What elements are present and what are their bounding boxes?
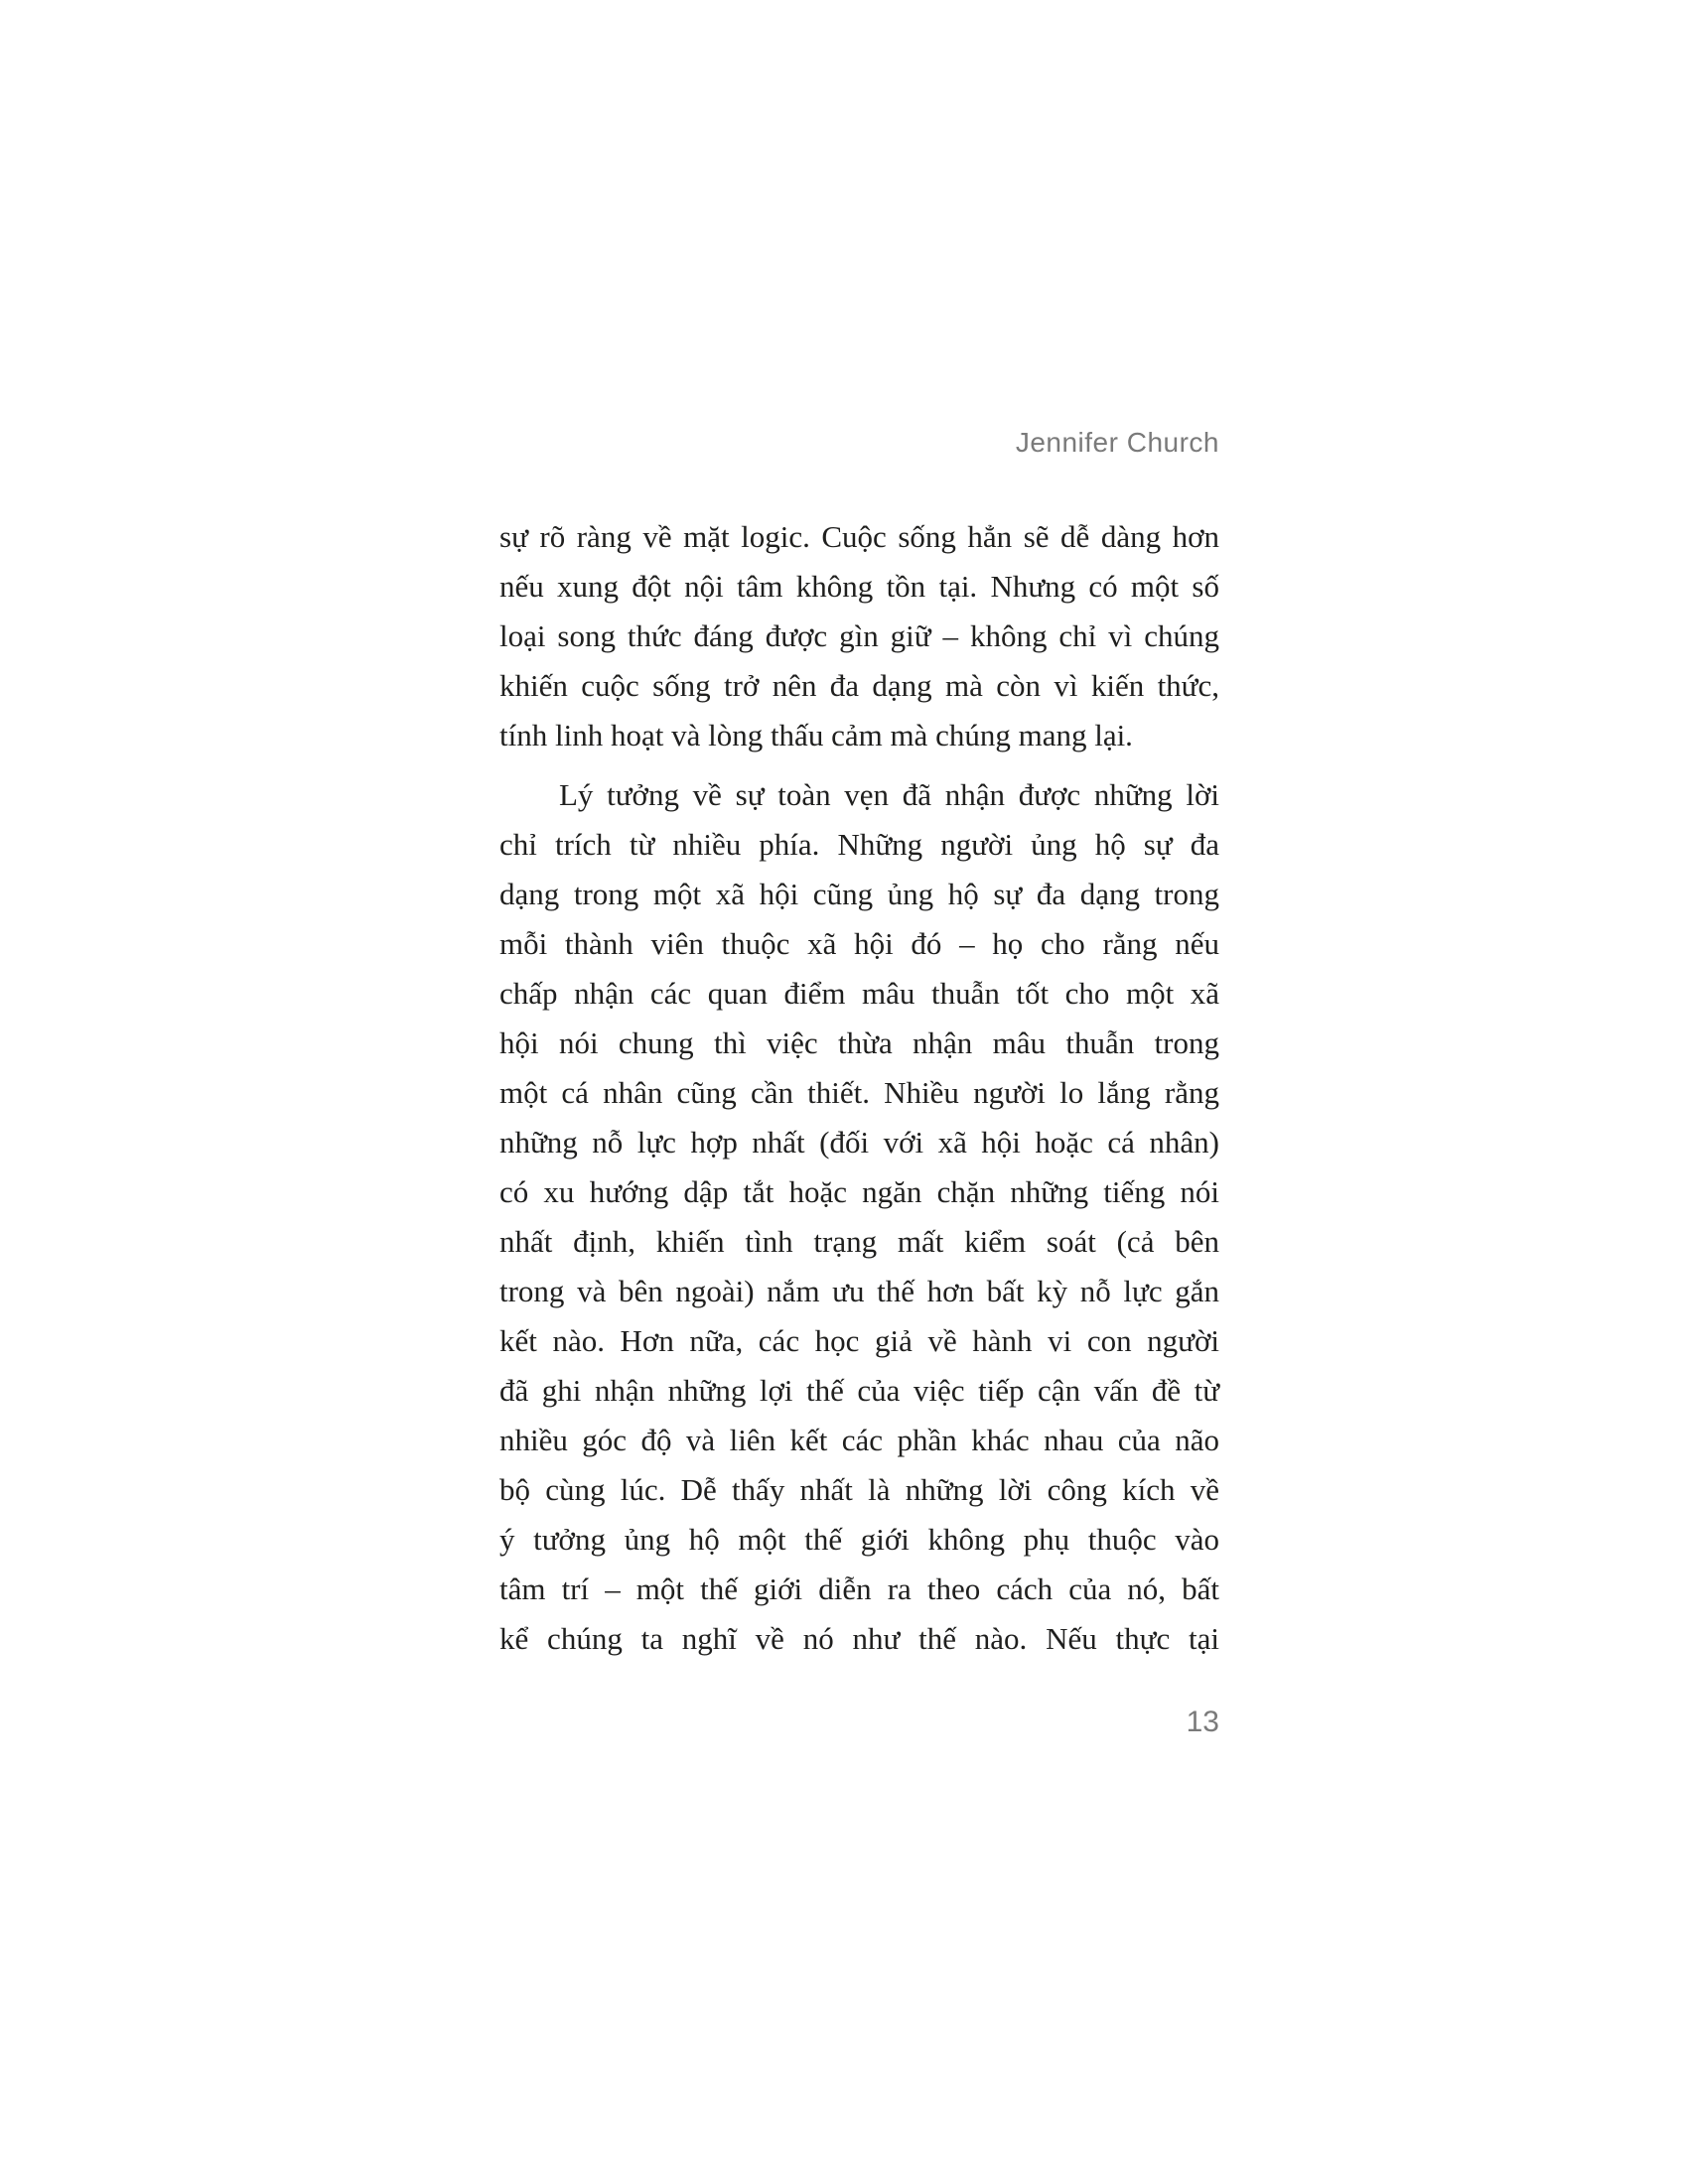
text-line: sự rõ ràng về mặt logic. Cuộc sống hẳn sẽ dễ dàng hơn (499, 519, 1219, 554)
text-line: có xu hướng dập tắt hoặc ngăn chặn những tiếng nói (499, 1174, 1219, 1209)
body-text (499, 512, 1219, 1664)
text-line: tâm trí – một thế giới diễn ra theo cách của nó, bất (499, 1571, 1219, 1606)
running-header-author: Jennifer Church (1015, 427, 1219, 458)
text-line: kể chúng ta nghĩ về nó như thế nào. Nếu thực tại (499, 1621, 1219, 1656)
text-line: một cá nhân cũng cần thiết. Nhiều người lo lắng rằng (499, 1075, 1219, 1110)
page-number: 13 (1186, 1706, 1219, 1738)
text-line: hội nói chung thì việc thừa nhận mâu thuẫn trong (499, 1025, 1219, 1060)
text-line: dạng trong một xã hội cũng ủng hộ sự đa dạng trong (499, 877, 1219, 911)
text-line: loại song thức đáng được gìn giữ – không chỉ vì chúng (499, 618, 1219, 653)
paragraph (499, 512, 1219, 760)
text-line: những nỗ lực hợp nhất (đối với xã hội hoặc cá nhân) (499, 1125, 1219, 1160)
text-line: bộ cùng lúc. Dễ thấy nhất là những lời công kích về (499, 1472, 1219, 1507)
text-line: tính linh hoạt và lòng thấu cảm mà chúng mang lại. (499, 718, 1133, 752)
text-line: mỗi thành viên thuộc xã hội đó – họ cho rằng nếu (499, 926, 1219, 961)
text-line: nhất định, khiến tình trạng mất kiểm soát (cả bên (499, 1224, 1219, 1259)
text-line: chấp nhận các quan điểm mâu thuẫn tốt cho một xã (499, 976, 1219, 1011)
text-line: trong và bên ngoài) nắm ưu thế hơn bất kỳ nỗ lực gắn (499, 1274, 1219, 1308)
text-line: Lý tưởng về sự toàn vẹn đã nhận được những lời (559, 777, 1219, 812)
text-line: nhiều góc độ và liên kết các phần khác nhau của não (499, 1423, 1219, 1457)
text-line: chỉ trích từ nhiều phía. Những người ủng hộ sự đa (499, 827, 1219, 862)
text-line: kết nào. Hơn nữa, các học giả về hành vi con người (499, 1323, 1219, 1358)
text-line: nếu xung đột nội tâm không tồn tại. Nhưng có một số (499, 569, 1219, 604)
paragraph (499, 770, 1219, 1664)
text-line: đã ghi nhận những lợi thế của việc tiếp cận vấn đề từ (499, 1373, 1219, 1408)
text-line: khiến cuộc sống trở nên đa dạng mà còn vì kiến thức, (499, 668, 1219, 703)
text-line: ý tưởng ủng hộ một thế giới không phụ thuộc vào (499, 1522, 1219, 1557)
